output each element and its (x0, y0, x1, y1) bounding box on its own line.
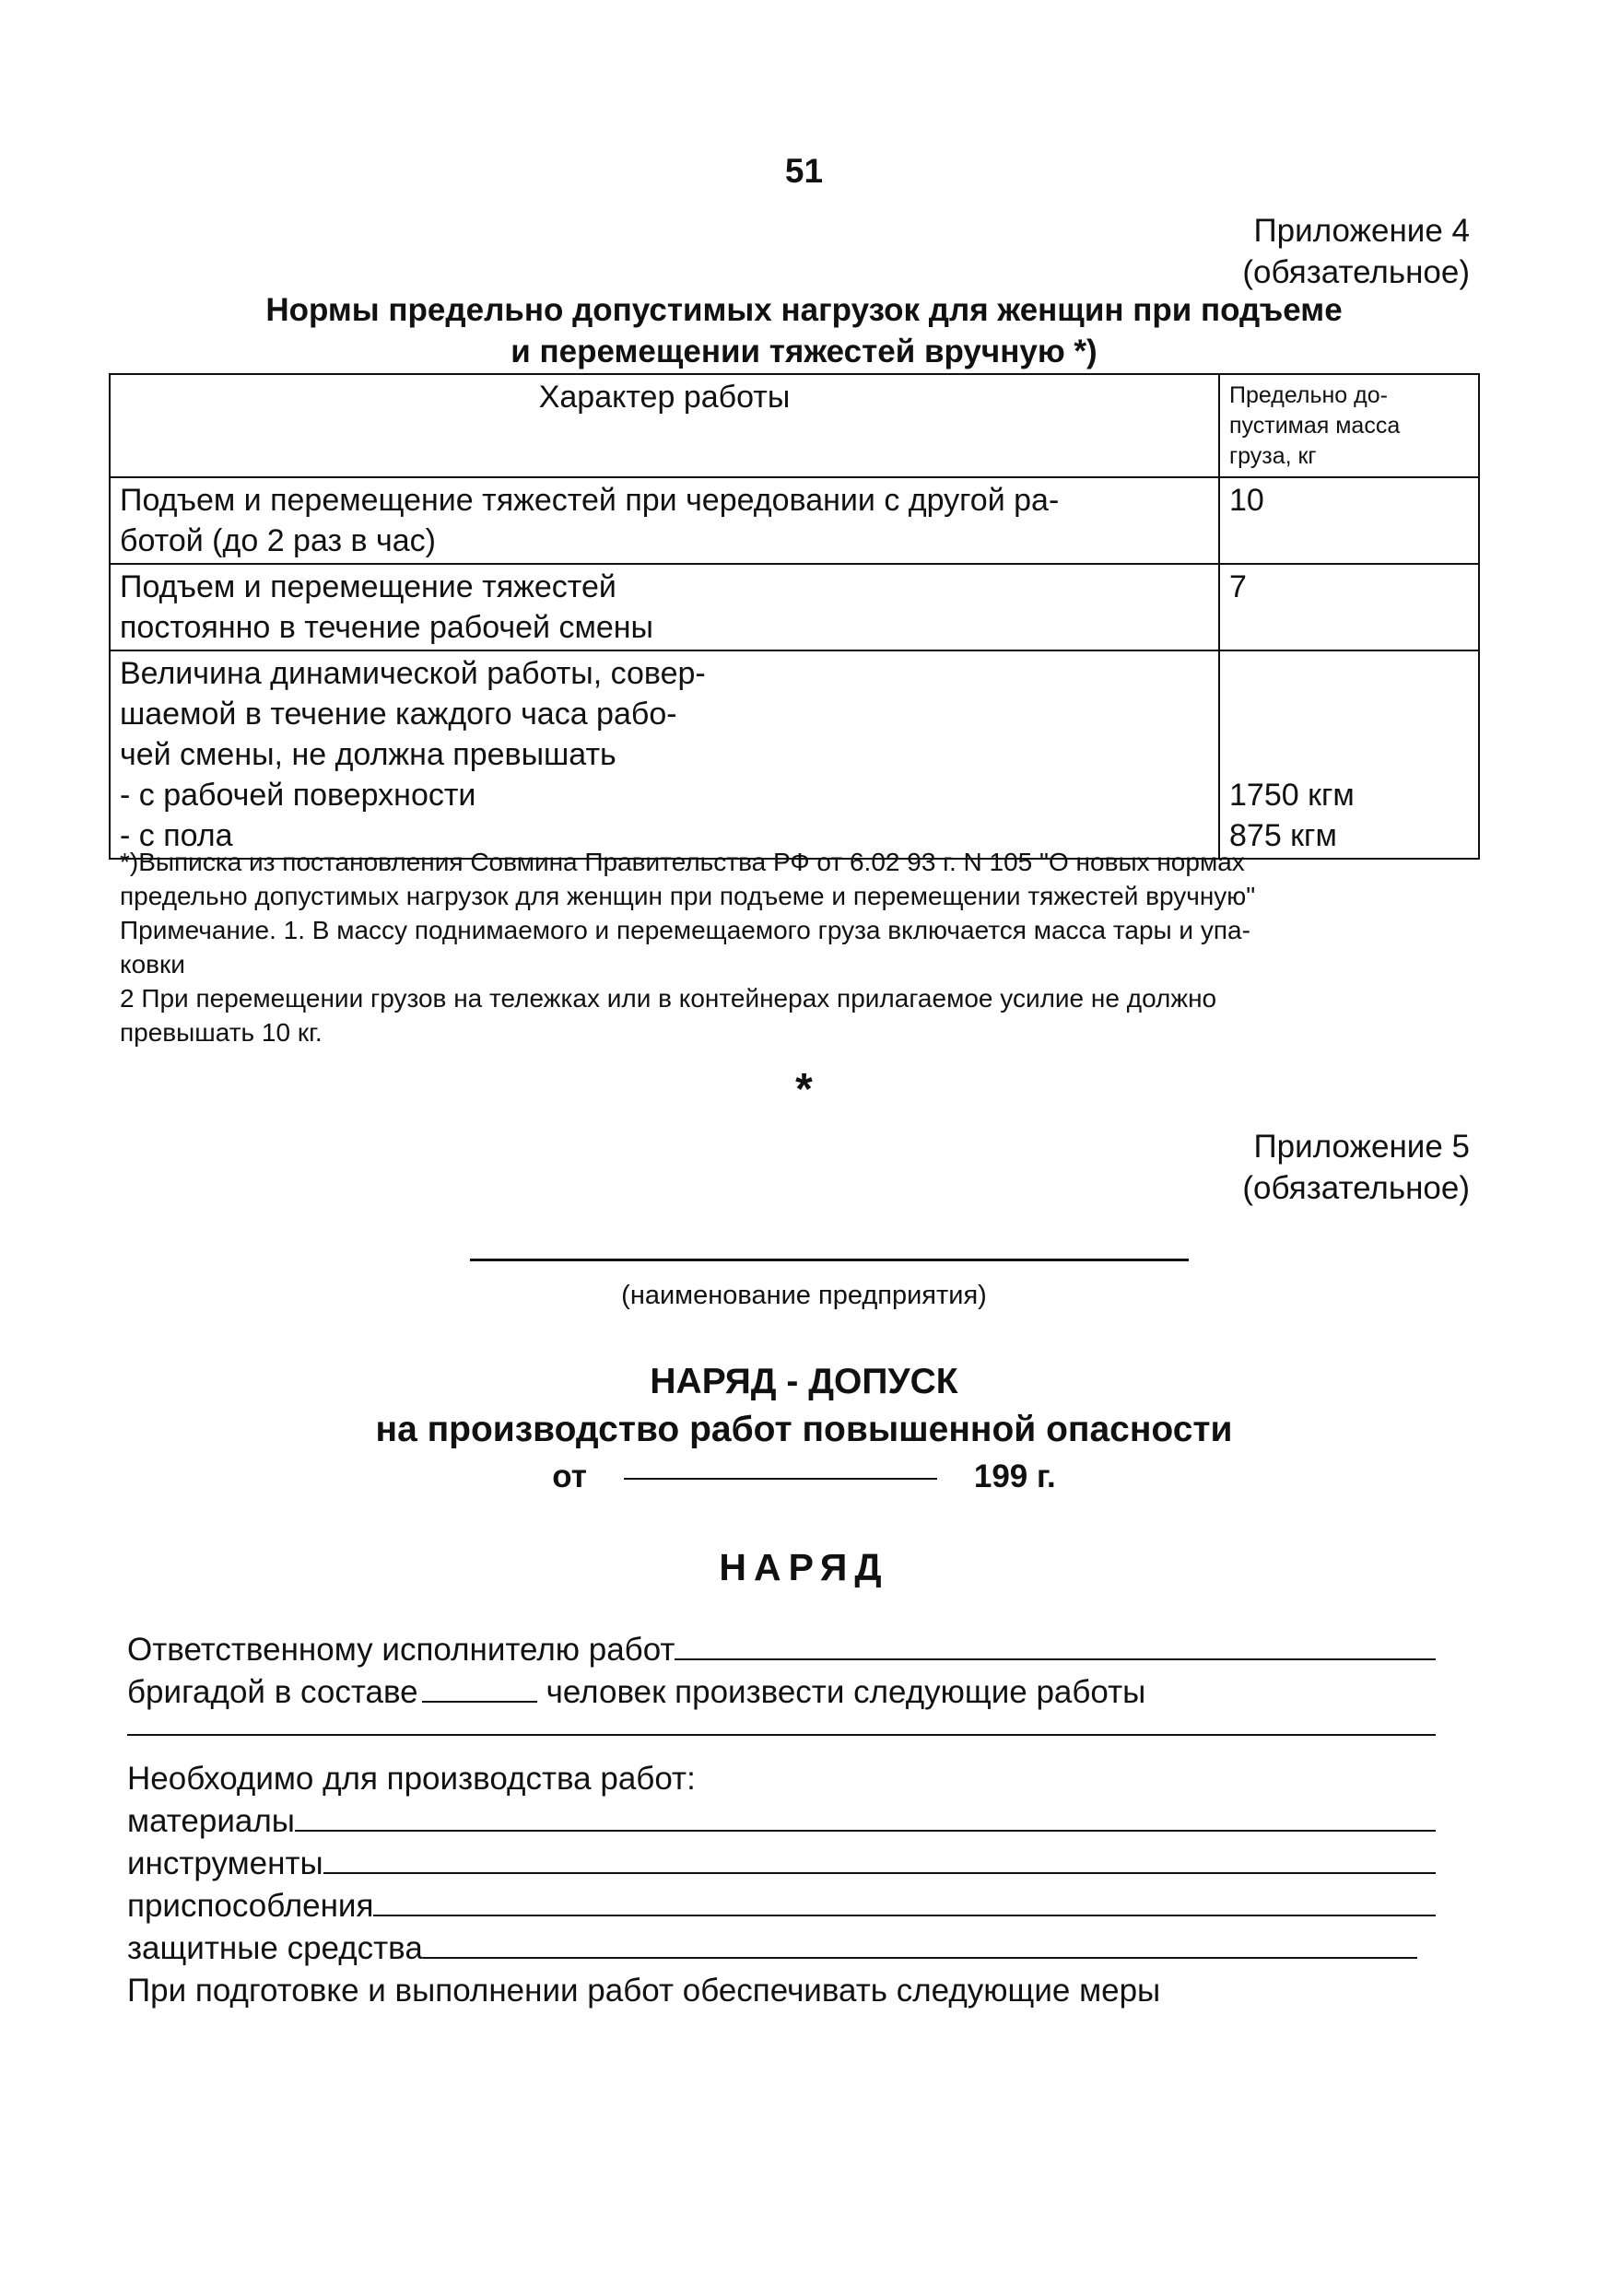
norms-title-line2: и перемещении тяжестей вручную *) (511, 334, 1097, 369)
date-field[interactable] (624, 1478, 937, 1480)
norms-table (109, 373, 1480, 860)
organization-name-line[interactable] (470, 1259, 1189, 1261)
fixtures-row (127, 1885, 1436, 1927)
fixtures-label: приспособления (127, 1888, 374, 1924)
value-cell: 7 (1219, 564, 1479, 650)
tools-field[interactable] (323, 1843, 1436, 1874)
table-header-row (110, 374, 1479, 477)
tools-label: инструменты (127, 1845, 323, 1881)
brigade-label: бригадой в составе (127, 1674, 418, 1710)
brigade-size-field[interactable] (422, 1671, 537, 1703)
tools-row (127, 1843, 1436, 1885)
work-cell: Подъем и перемещение тяжестей при чередовании с другой ра- ботой (до 2 раз в час) (110, 477, 1219, 564)
page-number: 51 (784, 152, 824, 190)
needed-label: Необходимо для производства работ: (127, 1761, 696, 1797)
value-cell: 10 (1219, 477, 1479, 564)
measures-row (127, 1970, 1436, 2012)
responsible-row (127, 1629, 1436, 1671)
protection-field[interactable] (423, 1927, 1417, 1959)
materials-field[interactable] (295, 1800, 1436, 1832)
responsible-label: Ответственному исполнителю работ (127, 1632, 675, 1668)
permit-date-line (0, 1458, 1608, 1495)
materials-label: материалы (127, 1803, 295, 1839)
date-suffix: 199 г. (973, 1458, 1056, 1494)
appendix-4-label: Приложение 4 (1253, 213, 1470, 249)
protection-row (127, 1927, 1436, 1970)
needed-row (127, 1758, 1436, 1800)
permit-subtitle: на производство работ повышенной опасности (375, 1410, 1233, 1449)
fixtures-field[interactable] (373, 1885, 1436, 1916)
materials-row (127, 1800, 1436, 1843)
table-row (110, 564, 1479, 650)
measures-label: При подготовке и выполнении работ обеспечивать следующие меры (127, 1973, 1161, 2009)
permit-title: НАРЯД - ДОПУСК (650, 1362, 958, 1401)
table-row (110, 650, 1479, 859)
brigade-suffix: человек произвести следующие работы (546, 1674, 1146, 1710)
table-notes (120, 845, 1474, 1049)
appendix-5-header (1242, 1126, 1470, 1209)
note-line: ковки (120, 950, 185, 978)
header-work-type: Характер работы (110, 374, 1219, 477)
order-form (127, 1629, 1436, 2012)
table-row (110, 477, 1479, 564)
value-cell: 1750 кгм 875 кгм (1219, 650, 1479, 859)
work-cell: Подъем и перемещение тяжестей постоянно в течение рабочей смены (110, 564, 1219, 650)
work-description-field[interactable] (127, 1714, 1436, 1736)
note-line: предельно допустимых нагрузок для женщин при подъеме и перемещении тяжестей вручную" (120, 882, 1256, 910)
note-line: Примечание. 1. В массу поднимаемого и перемещаемого груза включается масса тары и упа- (120, 916, 1250, 944)
protection-label: защитные средства (127, 1930, 423, 1966)
order-heading: НАРЯД (719, 1546, 889, 1588)
note-line: превышать 10 кг. (120, 1018, 323, 1047)
appendix-4-type: (обязательное) (1242, 254, 1470, 290)
note-line: 2 При перемещении грузов на тележках или в контейнерах прилагаемое усилие не должно (120, 984, 1217, 1013)
responsible-field[interactable] (675, 1629, 1436, 1660)
norms-title-line1: Нормы предельно допустимых нагрузок для женщин при подъеме (265, 292, 1343, 328)
header-max-mass: Предельно до- пустимая масса груза, кг (1219, 374, 1479, 477)
brigade-row (127, 1671, 1436, 1714)
appendix-5-type: (обязательное) (1242, 1170, 1470, 1206)
date-prefix: от (552, 1458, 587, 1494)
section-separator: * (795, 1065, 813, 1114)
appendix-4-header (1242, 210, 1470, 293)
note-line: *)Выписка из постановления Совмина Правительства РФ от 6.02 93 г. N 105 "О новых нормах (120, 848, 1245, 876)
work-cell: Величина динамической работы, совер- шаемой в течение каждого часа рабо- чей смены, не должна превышать - с рабочей поверхности - с пола (110, 650, 1219, 859)
appendix-5-label: Приложение 5 (1253, 1129, 1470, 1165)
organization-name-caption: (наименование предприятия) (621, 1281, 987, 1310)
norms-title (0, 289, 1608, 372)
